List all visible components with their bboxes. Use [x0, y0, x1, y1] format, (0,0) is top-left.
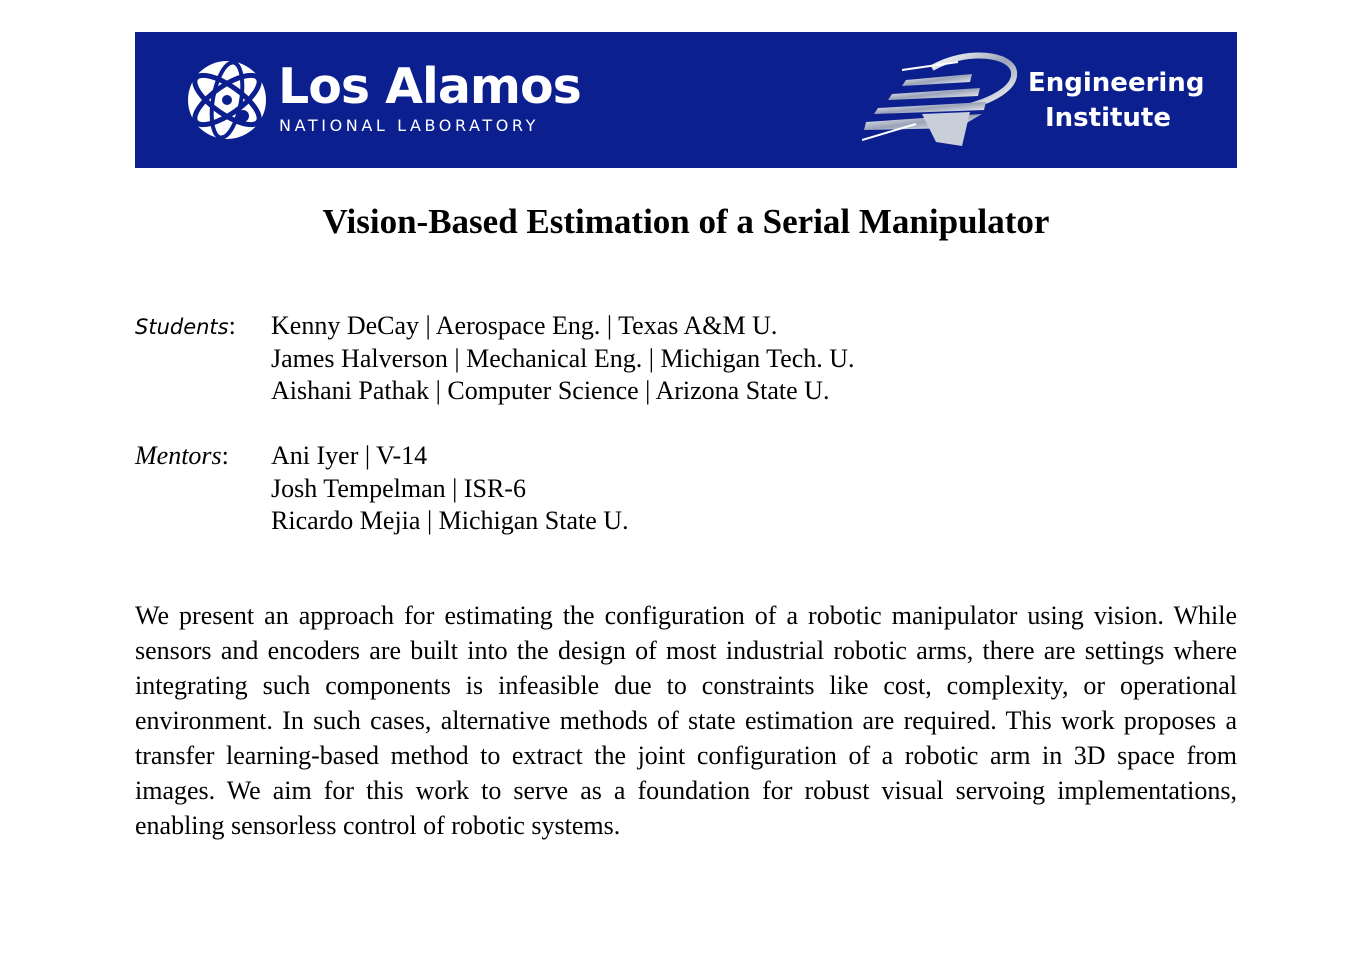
- list-item: Ani Iyer | V-14: [271, 441, 428, 470]
- list-item: Josh Tempelman | ISR-6: [271, 473, 526, 503]
- mentors-colon: :: [221, 441, 229, 470]
- org-name: Los Alamos: [278, 58, 581, 115]
- students-label: Students: [135, 315, 229, 339]
- abstract-paragraph: We present an approach for estimating the configuration of a robotic manipulator using vision. While sensors and encoders are built into the design of most industrial robotic arms, there are settings where integrating such components is infeasible due to constraints like cost, complexity, or operational environment. In such cases, alternative methods of state estimation are required. This work proposes a transfer learning-based method to extract the joint configuration of a robotic arm in 3D space from images. We aim for this work to serve as a foundation for robust visual servoing implementations, enabling sensorless control of robotic systems.: [135, 601, 1237, 840]
- list-item: Aishani Pathak | Computer Science | Arizona State U.: [271, 376, 830, 405]
- mentors-label: Mentors: [135, 441, 222, 470]
- list-item: Ricardo Mejia | Michigan State U.: [271, 506, 629, 535]
- document-title: Vision-Based Estimation of a Serial Manipulator: [322, 202, 1050, 241]
- institute-name: [1028, 66, 1205, 136]
- org-subtitle: NATIONAL LABORATORY: [279, 116, 539, 135]
- mentors-heading: [135, 440, 229, 473]
- list-item: Kenny DeCay | Aerospace Eng. | Texas A&M U.: [271, 311, 778, 340]
- students-heading: [135, 310, 236, 344]
- header-banner: [135, 32, 1237, 168]
- institute-line-1: Engineering: [1028, 68, 1205, 98]
- list-item: James Halverson | Mechanical Eng. | Michigan Tech. U.: [271, 343, 855, 373]
- students-colon: :: [228, 311, 236, 340]
- institute-line-2: Institute: [1044, 103, 1171, 133]
- engineering-institute-logo-icon: [862, 50, 1022, 150]
- students-list: [271, 310, 855, 408]
- mentors-list: [271, 440, 629, 538]
- lanl-atom-logo-icon: [185, 58, 269, 142]
